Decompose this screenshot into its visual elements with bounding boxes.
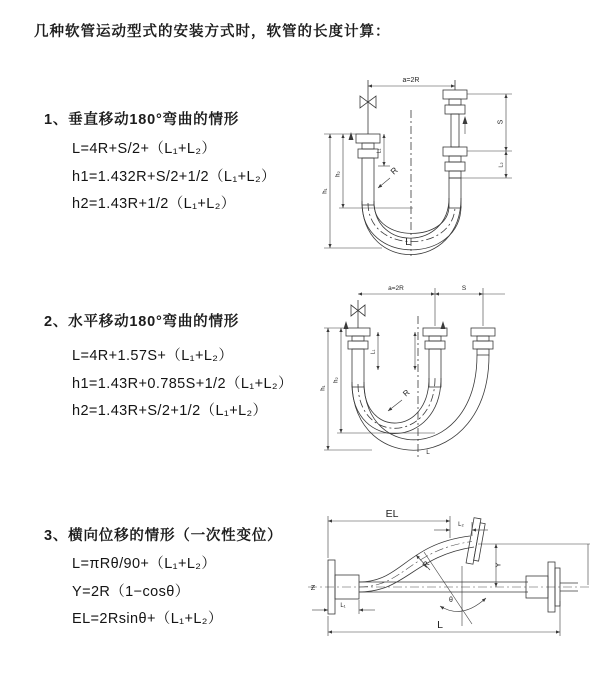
left-flange xyxy=(346,328,370,349)
braided-hose-left xyxy=(362,158,374,205)
theta-radius-line xyxy=(424,552,472,624)
braided-hose-right xyxy=(449,178,461,208)
dim-label-y: Y xyxy=(493,562,503,568)
dim-label-theta: θ xyxy=(449,597,453,604)
diagram-horizontal-bend xyxy=(312,280,584,468)
dim-label-s: S xyxy=(461,285,467,292)
dim-label-l1: L₁ xyxy=(340,603,346,609)
dim-label-h1: h₁ xyxy=(322,188,329,194)
dim-label-a2r: a=2R xyxy=(402,77,420,84)
dim-label-s: S xyxy=(497,119,505,125)
middle-flange xyxy=(423,328,447,349)
dim-label-h2: h₂ xyxy=(333,377,340,383)
dim-label-l-total: L xyxy=(405,237,411,248)
shifted-flange xyxy=(471,328,495,355)
section-1-heading: 1、垂直移动180°弯曲的情形 xyxy=(44,112,240,128)
section-3-heading: 3、横向位移的情形（一次性变位） xyxy=(44,528,283,544)
section-1-formula-l: L=4R+S/2+（L₁+L₂） xyxy=(72,141,217,157)
dim-label-l2: L₂ xyxy=(458,522,464,528)
dim-label-r: R xyxy=(401,387,412,399)
dim-label-l2: L₂ xyxy=(498,162,505,168)
hose-u-bend-original xyxy=(352,378,441,434)
dim-label-l-total: L xyxy=(426,449,430,456)
hose-u-bend xyxy=(362,198,461,255)
displaced-hose xyxy=(359,536,474,592)
right-lower-flange xyxy=(443,147,467,178)
section-2-heading: 2、水平移动180°弯曲的情形 xyxy=(44,314,240,330)
break-symbol: Ƶ xyxy=(310,585,316,592)
dim-label-l-total: L xyxy=(437,619,443,631)
hose-u-bend-shifted xyxy=(352,355,489,450)
position-arrow-right xyxy=(463,116,468,124)
right-pipe xyxy=(451,114,459,147)
braided-hose-left xyxy=(352,349,364,387)
right-upper-flange xyxy=(443,90,467,114)
dim-label-h2: h₂ xyxy=(335,171,342,177)
dim-label-el: EL xyxy=(385,508,399,520)
diagram-vertical-bend xyxy=(310,70,565,260)
tilted-flange xyxy=(466,518,486,565)
section-2-formula-l: L=4R+1.57S+（L₁+L₂） xyxy=(72,348,234,364)
position-arrow-middle xyxy=(441,321,446,329)
section-2-formula-h1: h1=1.43R+0.785S+1/2（L₁+L₂） xyxy=(72,376,293,392)
section-3-formula-y: Y=2R（1−cosθ） xyxy=(72,584,190,600)
dim-label-h1: h₁ xyxy=(320,385,327,391)
diagram-lateral-displacement xyxy=(300,505,598,660)
dim-label-l1: L₁ xyxy=(370,349,377,355)
position-arrow-left xyxy=(344,321,349,329)
page-title: 几种软管运动型式的安装方式时，软管的长度计算： xyxy=(34,24,391,40)
dim-label-r: R xyxy=(420,559,432,570)
section-2-formula-h2: h2=1.43R+S/2+1/2（L₁+L₂） xyxy=(72,403,268,419)
theta-arc xyxy=(440,598,486,611)
dim-label-a2r: a=2R xyxy=(388,285,404,292)
section-1-formula-h1: h1=1.432R+S/2+1/2（L₁+L₂） xyxy=(72,169,276,185)
section-1-formula-h2: h2=1.43R+1/2（L₁+L₂） xyxy=(72,196,236,212)
section-3-formula-l: L=πRθ/90+（L₁+L₂） xyxy=(72,556,217,572)
section-3-formula-el: EL=2Rsinθ+（L₁+L₂） xyxy=(72,611,223,627)
position-arrow-left xyxy=(349,132,354,140)
dim-label-r: R xyxy=(388,165,400,177)
dim-label-l1: L₁ xyxy=(376,148,383,154)
